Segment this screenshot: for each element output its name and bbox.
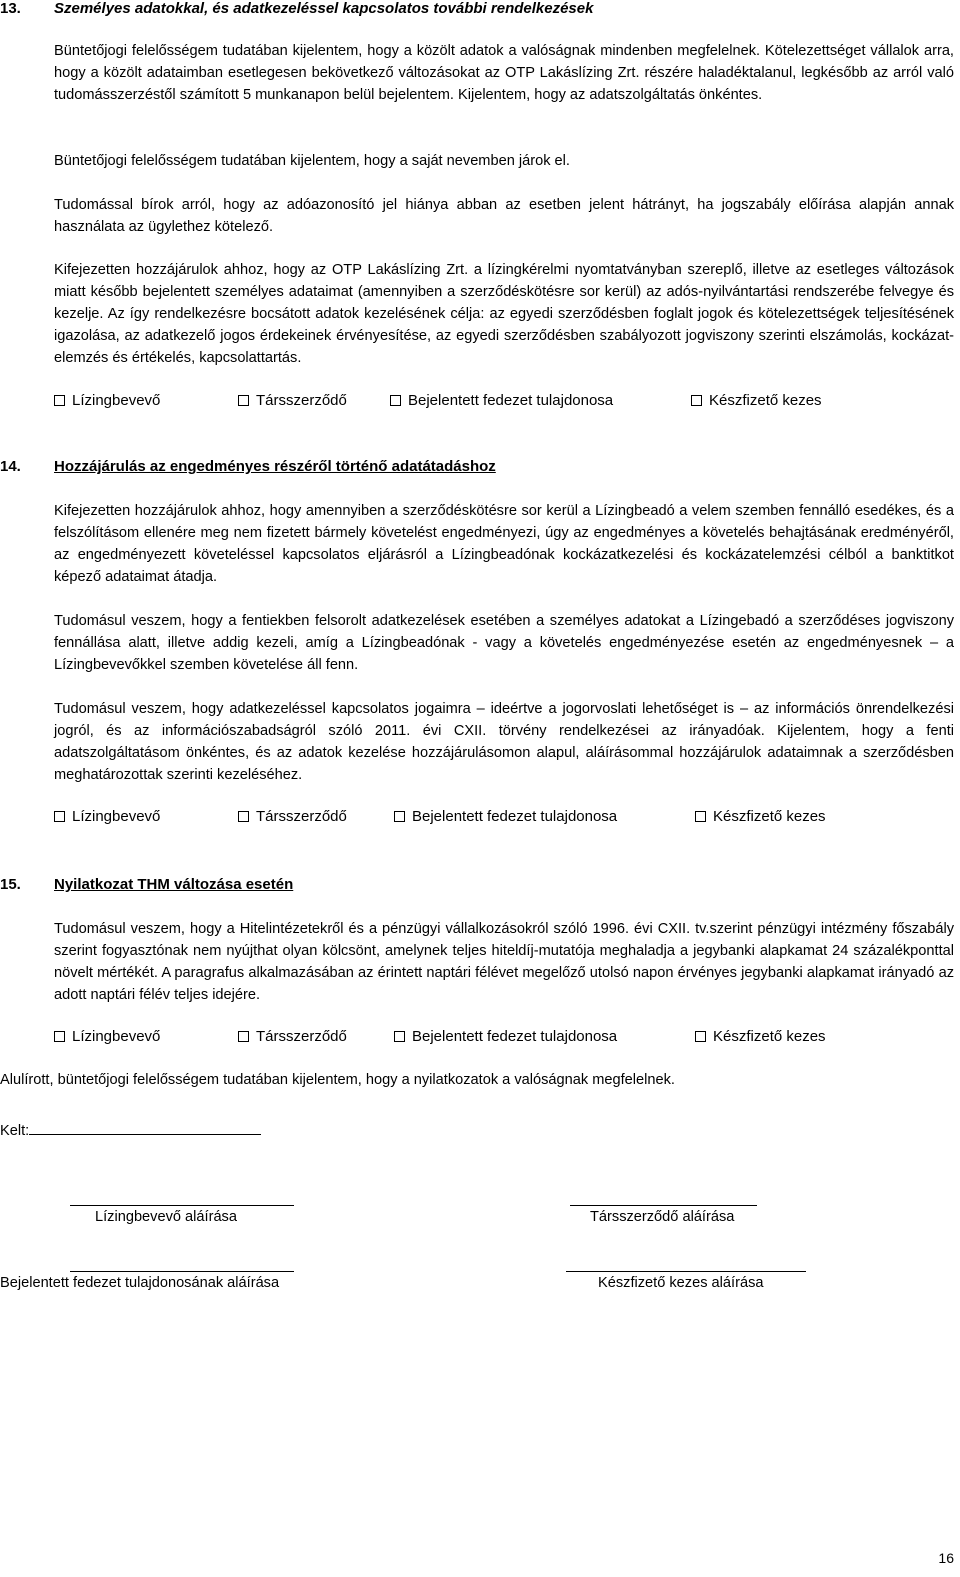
section-14-paragraph-3: Tudomásul veszem, hogy adatkezeléssel kapcsolatos jogaimra – ideértve a jogorvoslati lehetőséget is – az információs önrendelkezési jogról, és az információszabadságról szóló 2011. évi CXII. törvény rendelkezései az irányadóak. Kijelentem, hogy a fenti adatszolgáltatásom önkéntes, és az adatok kezelése hozzájárulásomon alapul, aláírásommal hozzájárulok adataimnak a szerződésben meghatározottak szerinti kezeléséhez. <box>54 701 954 783</box>
final-declaration: Alulírott, büntetőjogi felelősségem tudatában kijelentem, hogy a nyilatkozatok a valóságnak megfelelnek. <box>0 1072 675 1088</box>
checkbox-fedezet-tulajdonos[interactable] <box>390 392 613 409</box>
checkbox-fedezet-tulajdonos[interactable] <box>394 808 617 825</box>
signature-line-fedezet[interactable] <box>70 1271 294 1272</box>
section-number: 14. <box>0 458 21 475</box>
checkbox-square-icon[interactable] <box>394 1031 405 1042</box>
section-number: 13. <box>0 0 21 17</box>
checkbox-label: Társszerződő <box>256 1028 347 1045</box>
kelt-label: Kelt: <box>0 1123 30 1139</box>
signature-label-tarsszerzodo: Társszerződő aláírása <box>590 1209 735 1225</box>
kelt-input-line[interactable] <box>29 1118 261 1135</box>
section-number: 15. <box>0 876 21 893</box>
checkbox-keszfizeto-kezes[interactable] <box>695 808 826 825</box>
section-13-paragraph-3: Tudomással bírok arról, hogy az adóazonosító jel hiánya abban az esetben jelent hátrányt, ha jogszabály előírása alapján annak használata az ügylethez kötelező. <box>54 197 954 235</box>
checkbox-keszfizeto-kezes[interactable] <box>695 1028 826 1045</box>
section-13-paragraph-2: Büntetőjogi felelősségem tudatában kijelentem, hogy a saját nevemben járok el. <box>54 153 570 169</box>
checkbox-label: Készfizető kezes <box>713 1028 826 1045</box>
checkbox-lizingbevevo[interactable] <box>54 1028 160 1045</box>
signature-label-lizingbevevo: Lízingbevevő aláírása <box>95 1209 237 1225</box>
checkbox-label: Lízingbevevő <box>72 392 161 409</box>
section-14-heading <box>0 458 496 475</box>
section-13-paragraph-4: Kifejezetten hozzájárulok ahhoz, hogy az OTP Lakáslízing Zrt. a lízingkérelmi nyomtatványban szereplő, illetve az esetleges változások miatt később bejelentett személyes adataimat (amennyiben a szerződéskötésre sor kerül) az adós-nyilvántartási rendszerébe felvegye és kezelje. Az így rendelkezésre bocsátott adatok kezelésének célja: az egyedi szerződésben foglalt jogok és kötelezettségek teljesítésének igazolása, az adatkezelő jogos érdekeinek érvényesítése, az egyedi szerződésben szabályozott jogviszony szerinti elszámolás, kockázat-elemzés és értékelés, kapcsolattartás. <box>54 262 954 366</box>
signature-line-lizingbevevo[interactable] <box>70 1205 294 1206</box>
checkbox-keszfizeto-kezes[interactable] <box>691 392 822 409</box>
section-14-paragraph-2: Tudomásul veszem, hogy a fentiekben felsorolt adatkezelések esetében a személyes adatokat a Lízingebadó a szerződéses jogviszony fennállása alatt, illetve addig kezeli, amíg a Lízingbeadónak - vagy a követelés engedményezése esetén az engedményesnek – a Lízingbevevőkkel szemben követelése áll fenn. <box>54 613 954 673</box>
checkbox-label: Társszerződő <box>256 808 347 825</box>
checkbox-label: Társszerződő <box>256 392 347 409</box>
checkbox-fedezet-tulajdonos[interactable] <box>394 1028 617 1045</box>
checkbox-label: Bejelentett fedezet tulajdonosa <box>412 1028 618 1045</box>
checkbox-square-icon[interactable] <box>695 1031 706 1042</box>
checkbox-square-icon[interactable] <box>54 1031 65 1042</box>
section-title: Hozzájárulás az engedményes részéről történő adatátadáshoz <box>54 458 496 475</box>
checkbox-label: Készfizető kezes <box>709 392 822 409</box>
signature-label-fedezet: Bejelentett fedezet tulajdonosának aláírása <box>0 1275 280 1291</box>
page-number: 16 <box>938 1550 954 1566</box>
checkbox-square-icon[interactable] <box>238 1031 249 1042</box>
section-title: Személyes adatokkal, és adatkezeléssel kapcsolatos további rendelkezések <box>54 0 594 17</box>
section-13-paragraph-1: Büntetőjogi felelősségem tudatában kijelentem, hogy a közölt adatok a valóságnak mindenben megfelelnek. Kötelezettséget vállalok arra, hogy a közölt adataimban esetlegesen bekövetkező változásokat az OTP Lakáslízing Zrt. részére haladéktalanul, legkésőbb az arról való tudomásszerzéstől számított 5 munkanapon belül bejelentem. Kijelentem, hogy az adatszolgáltatás önkéntes. <box>54 43 954 103</box>
checkbox-square-icon[interactable] <box>54 811 65 822</box>
checkbox-square-icon[interactable] <box>691 395 702 406</box>
checkbox-label: Bejelentett fedezet tulajdonosa <box>408 392 614 409</box>
checkbox-tarsszerzodo[interactable] <box>238 1028 347 1045</box>
checkbox-lizingbevevo[interactable] <box>54 808 160 825</box>
checkbox-square-icon[interactable] <box>54 395 65 406</box>
signature-line-tarsszerzodo[interactable] <box>570 1205 757 1206</box>
section-15-heading <box>0 876 293 893</box>
checkbox-label: Lízingbevevő <box>72 808 161 825</box>
checkbox-tarsszerzodo[interactable] <box>238 392 347 409</box>
checkbox-label: Bejelentett fedezet tulajdonosa <box>412 808 618 825</box>
section-title: Nyilatkozat THM változása esetén <box>54 876 294 893</box>
checkbox-label: Készfizető kezes <box>713 808 826 825</box>
checkbox-lizingbevevo[interactable] <box>54 392 160 409</box>
section-15-paragraph-1: Tudomásul veszem, hogy a Hitelintézetekről és a pénzügyi vállalkozásokról szóló 1996. évi CXII. tv.szerint pénzügyi intézmény főszabály szerint fogyasztónak nem nyújthat olyan kölcsönt, amelynek teljes hiteldíj-mutatója meghaladja a jegybanki alapkamat 24 százalékponttal növelt mértékét. A paragrafus alkalmazásában az érintett naptári félévet megelőző utolsó napon érvényes jegybanki alapkamat irányadó az adott naptári félév teljes idejére. <box>54 921 954 1003</box>
signature-line-keszfizeto[interactable] <box>566 1271 806 1272</box>
checkbox-square-icon[interactable] <box>238 395 249 406</box>
checkbox-square-icon[interactable] <box>390 395 401 406</box>
section-13-heading <box>0 0 593 17</box>
signature-label-keszfizeto: Készfizető kezes aláírása <box>598 1275 764 1291</box>
section-14-paragraph-1: Kifejezetten hozzájárulok ahhoz, hogy amennyiben a szerződéskötésre sor kerül a Lízingbeadó a velem szemben fennálló esedékes, és a felszólításom ellenére meg nem fizetett bármely követelést engedményezi, úgy az engedményes a követelés behajtásának eredményéről, az engedményezett követeléssel kapcsolatos eljárásról a Lízingbeadónak kockázatkezelési és kockázatelemzési célból a banktitkot képező adataimat átadja. <box>54 503 954 585</box>
checkbox-label: Lízingbevevő <box>72 1028 161 1045</box>
checkbox-square-icon[interactable] <box>394 811 405 822</box>
kelt-field <box>0 1118 261 1139</box>
checkbox-square-icon[interactable] <box>695 811 706 822</box>
checkbox-tarsszerzodo[interactable] <box>238 808 347 825</box>
checkbox-square-icon[interactable] <box>238 811 249 822</box>
